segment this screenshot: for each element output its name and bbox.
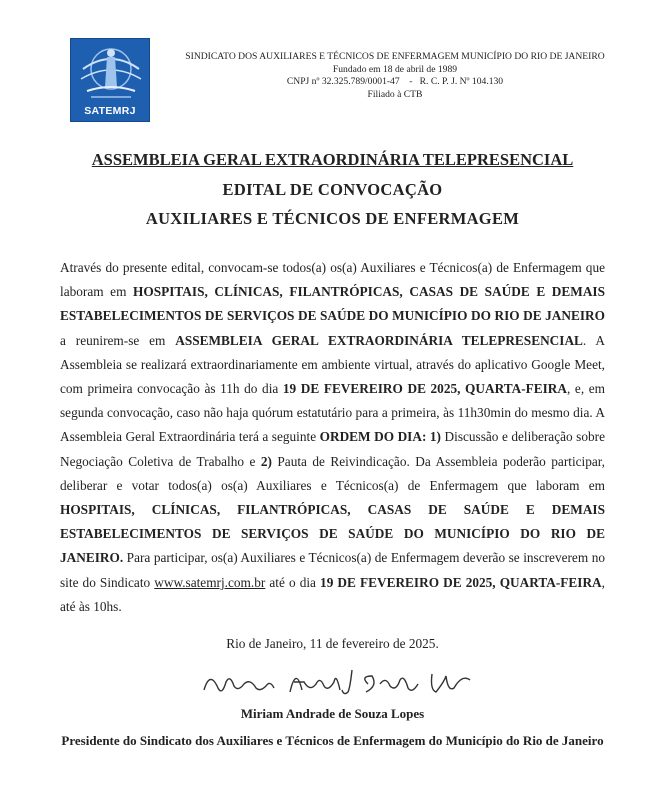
body-text-1: Através do presente edital, convocam-se todos(a) os(a) Auxiliares e Técnicos(a) de Enfermagem que laboram em (60, 260, 605, 300)
handwritten-signature (200, 662, 480, 702)
convocation-paragraph (60, 256, 605, 619)
logo-emblem-icon (71, 39, 151, 105)
founded-date: Fundado em 18 de abril de 1989 (332, 63, 458, 75)
body-text-3: . A Assembleia se realizará extraordinariamente em ambiente virtual, através do aplicativo Google Meet, com primeira convocação às 11h do dia (60, 332, 605, 397)
document-title: ASSEMBLEIA GERAL EXTRAORDINÁRIA TELEPRESENCIAL (91, 150, 574, 169)
document-subtitle: EDITAL DE CONVOCAÇÃO (222, 180, 443, 199)
body-bold-3: 19 DE FEVEREIRO DE 2025, QUARTA-FEIRA (282, 381, 567, 397)
registration-numbers: CNPJ nº 32.325.789/0001-47 - R. C. P. J. Nº 104.130 (286, 76, 504, 88)
body-bold-2: ASSEMBLEIA GERAL EXTRAORDINÁRIA TELEPRESENCIAL (175, 332, 583, 348)
logo-text: SATEMRJ (84, 105, 136, 117)
body-text-4: , e, em segunda convocação, caso não haja quórum estatutário para a primeira, às 11h30min do mesmo dia. A Assembleia Geral Extraordinária terá a seguinte (60, 381, 605, 445)
body-text-8: até o dia (265, 574, 321, 590)
document-audience: AUXILIARES E TÉCNICOS DE ENFERMAGEM (145, 209, 520, 228)
website-link[interactable]: www.satemrj.com.br (154, 574, 266, 590)
signer-role: Presidente do Sindicato dos Auxiliares e Técnicos de Enfermagem do Município do Rio de Janeiro (61, 733, 604, 748)
body-bold-4: ORDEM DO DIA: 1) (319, 429, 441, 445)
affiliation: Filiado à CTB (367, 88, 423, 100)
date-line: Rio de Janeiro, 11 de fevereiro de 2025. (226, 636, 439, 651)
body-text-6: Pauta de Reivindicação. Da Assembleia poderão participar, deliberar e votar todos(a) os(a) Auxiliares e Técnicos(a) de Enfermagem que laboram em (60, 453, 606, 493)
satemrj-logo (70, 38, 150, 122)
union-name: SINDICATO DOS AUXILIARES E TÉCNICOS DE ENFERMAGEM MUNICÍPIO DO RIO DE JANEIRO (185, 51, 605, 62)
body-text-7: Para participar, os(a) Auxiliares e Técnicos(a) de Enfermagem deverão se inscreverem no site do Sindicato (60, 550, 605, 590)
body-bold-1: HOSPITAIS, CLÍNICAS, FILANTRÓPICAS, CASAS DE SAÚDE E DEMAIS ESTABELECIMENTOS DE SERVIÇOS DE SAÚDE DO MUNICÍPIO DO RIO DE JANEIRO (60, 284, 605, 324)
body-text-9: , até às 10hs. (60, 574, 605, 614)
body-text-2: a reunirem-se em (60, 332, 176, 348)
body-text-5: Discussão e deliberação sobre Negociação Coletiva de Trabalho e (60, 429, 605, 469)
body-bold-6: HOSPITAIS, CLÍNICAS, FILANTRÓPICAS, CASAS DE SAÚDE E DEMAIS ESTABELECIMENTOS DE SERVIÇOS DE SAÚDE DO MUNICÍPIO DO RIO DE JANEIRO. (60, 502, 605, 566)
body-bold-5: 2) (260, 453, 272, 469)
signer-name: Miriam Andrade de Souza Lopes (240, 706, 425, 721)
letterhead (160, 51, 630, 101)
body-bold-7: 19 DE FEVEREIRO DE 2025, QUARTA-FEIRA (320, 574, 602, 590)
